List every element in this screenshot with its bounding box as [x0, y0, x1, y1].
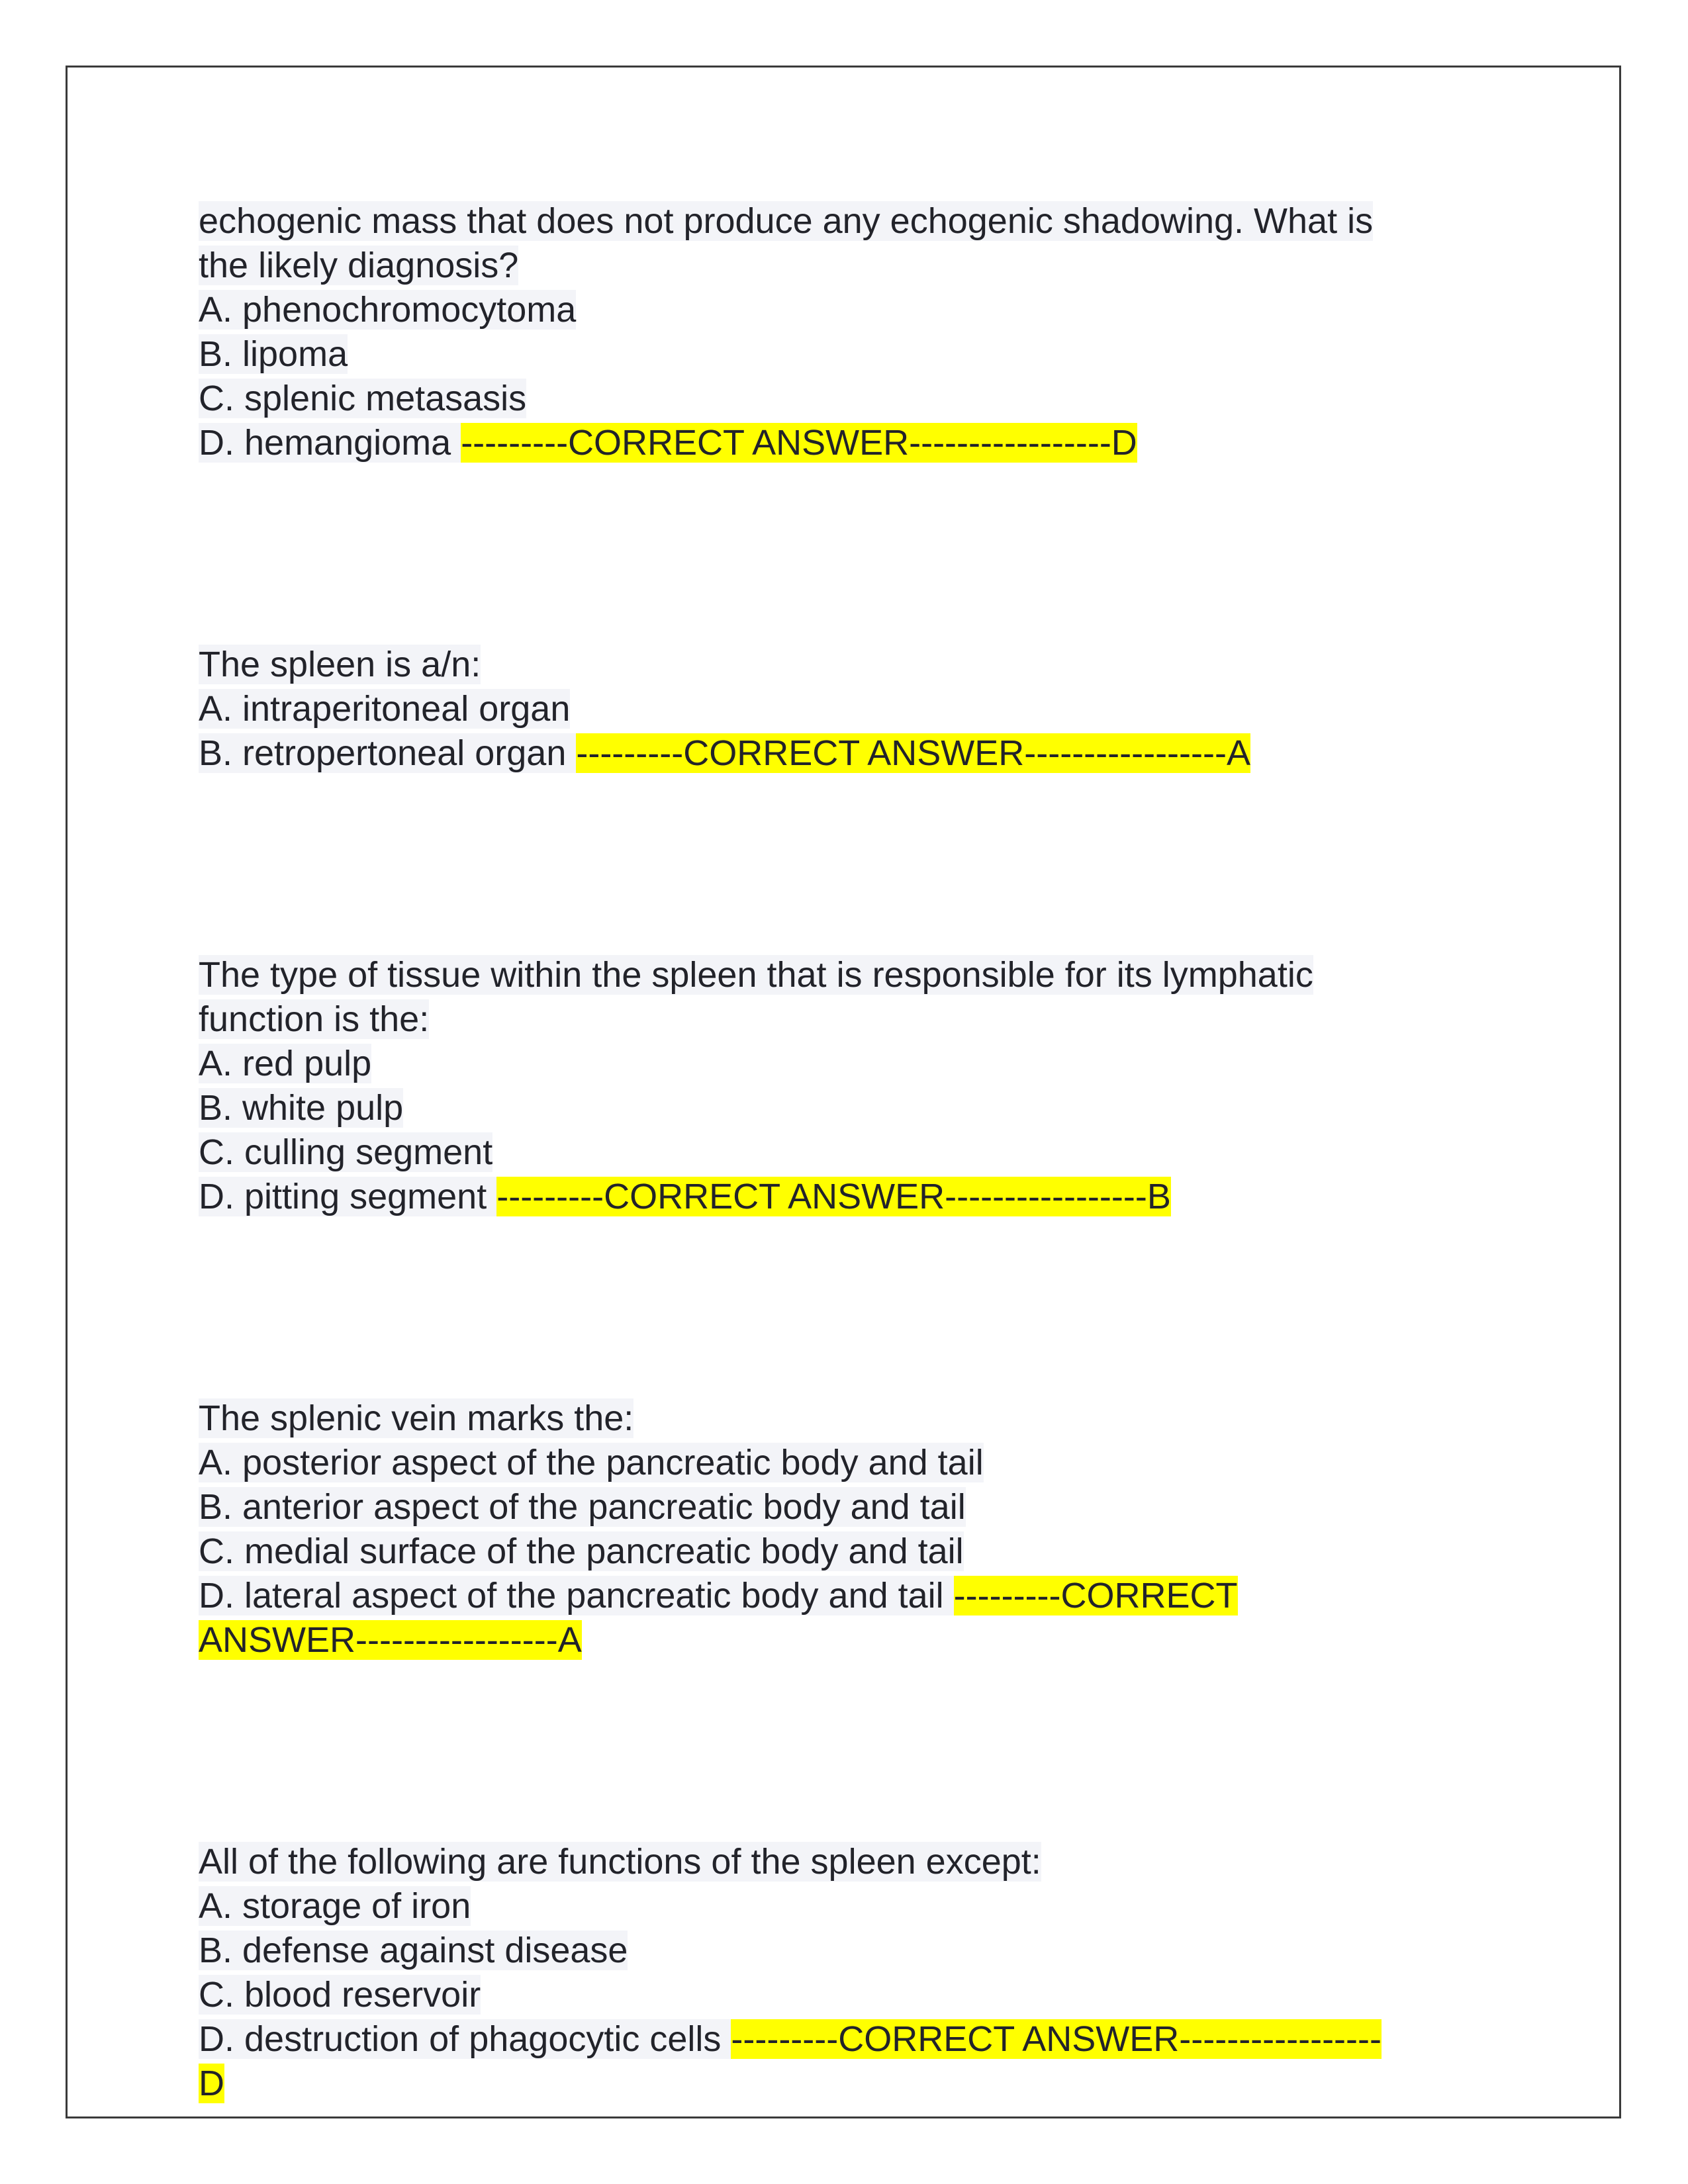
correct-answer-highlight: D — [199, 2064, 224, 2103]
answer-option: A. storage of iron — [199, 1886, 471, 1926]
question-block — [199, 643, 1523, 776]
answer-option: D. hemangioma ---------CORRECT ANSWER-----------------D — [199, 423, 1137, 463]
question-block — [199, 953, 1523, 1219]
answer-option: B. white pulp — [199, 1088, 404, 1128]
answer-option: C. splenic metasasis — [199, 379, 527, 418]
question-text-line: The spleen is a/n: — [199, 645, 481, 684]
question-text-line: The splenic vein marks the: — [199, 1398, 634, 1438]
answer-continuation — [199, 1618, 1523, 1662]
answer-option: B. anterior aspect of the pancreatic body and tail — [199, 1487, 966, 1527]
correct-answer-highlight: ---------CORRECT ANSWER-----------------A — [576, 733, 1250, 773]
correct-answer-highlight: ---------CORRECT — [953, 1576, 1238, 1615]
correct-answer-highlight: ---------CORRECT ANSWER-----------------D — [461, 423, 1137, 463]
answer-option: A. phenochromocytoma — [199, 290, 577, 330]
correct-answer-highlight: ANSWER-----------------A — [199, 1620, 582, 1660]
answer-option: C. blood reservoir — [199, 1975, 481, 2015]
correct-answer-highlight: ---------CORRECT ANSWER-----------------B — [496, 1177, 1171, 1216]
answer-option: D. destruction of phagocytic cells ---------CORRECT ANSWER----------------- — [199, 2019, 1382, 2059]
answer-option: A. red pulp — [199, 1044, 372, 1083]
answer-option: B. retropertoneal organ ---------CORRECT ANSWER-----------------A — [199, 733, 1250, 773]
correct-answer-highlight: ---------CORRECT ANSWER----------------- — [731, 2019, 1382, 2059]
answer-option: C. medial surface of the pancreatic body and tail — [199, 1531, 964, 1571]
answer-option: C. culling segment — [199, 1132, 493, 1172]
question-block — [199, 1396, 1523, 1662]
answer-option: A. posterior aspect of the pancreatic body and tail — [199, 1443, 984, 1482]
answer-option: D. pitting segment ---------CORRECT ANSWER-----------------B — [199, 1177, 1171, 1216]
question-text-line: echogenic mass that does not produce any echogenic shadowing. What is — [199, 201, 1374, 241]
question-text-line: All of the following are functions of the spleen except: — [199, 1842, 1041, 1882]
answer-option: B. lipoma — [199, 334, 348, 374]
answer-option: D. lateral aspect of the pancreatic body and tail ---------CORRECT — [199, 1576, 1238, 1615]
answer-option: B. defense against disease — [199, 1931, 628, 1970]
question-text-line: function is the: — [199, 999, 430, 1039]
question-block — [199, 1840, 1523, 2106]
document-body — [199, 199, 1523, 2106]
question-block — [199, 199, 1523, 465]
answer-option: A. intraperitoneal organ — [199, 689, 571, 729]
answer-continuation — [199, 2062, 1523, 2106]
question-text-line: The type of tissue within the spleen that is responsible for its lymphatic — [199, 955, 1313, 995]
question-text-line: the likely diagnosis? — [199, 246, 519, 285]
